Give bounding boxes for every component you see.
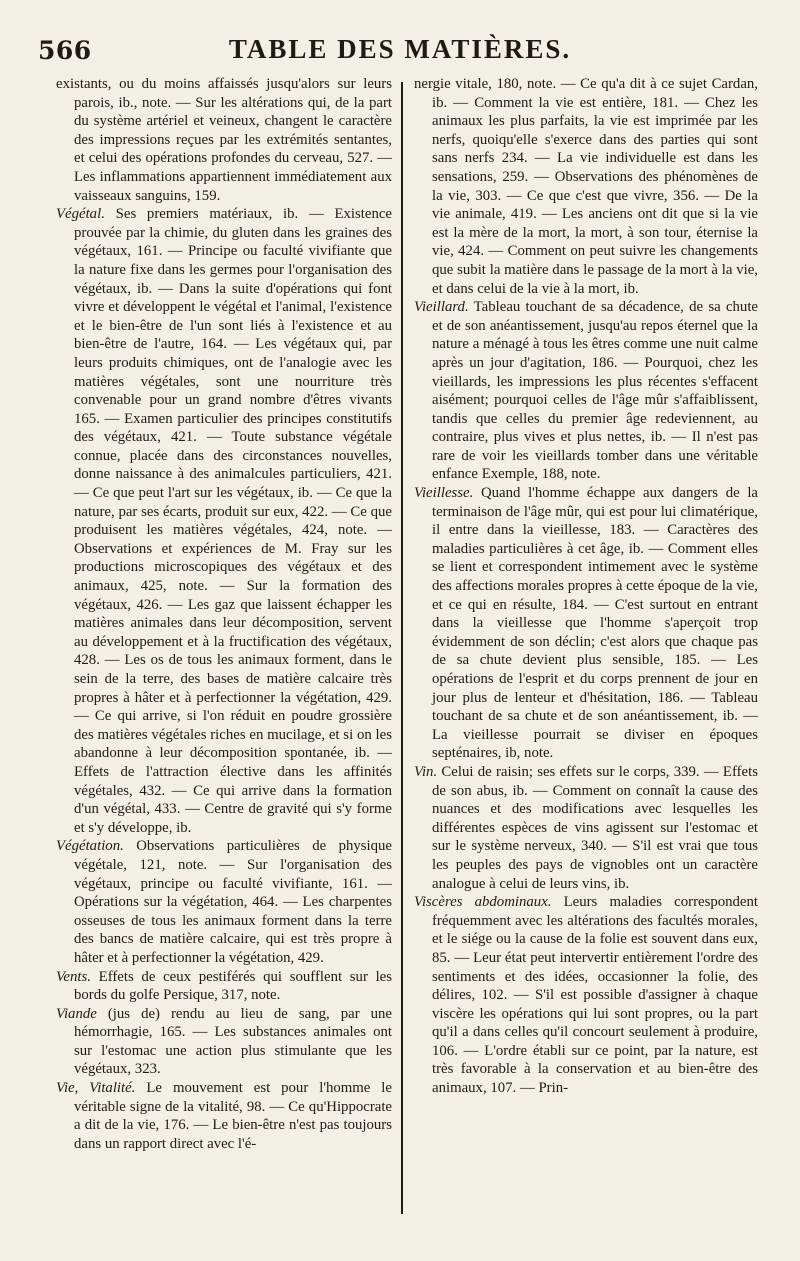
left-column: [56, 75, 392, 1245]
column-divider: [401, 82, 403, 1214]
index-entry: [414, 75, 758, 298]
entry-text: nergie vitale, 180, note. — Ce qu'a dit à ce sujet Cardan, ib. — Comment la vie est entière, 181. — Chez les animaux les plus parfaits, la vie est imprimée par les nerfs, quoiqu'elle s'exerce dans des parties qui sont sans nerfs 234. — La vie individuelle est dans les sensations, 259. — Observations des phénomènes de la vie, 303. — Ce que c'est que vivre, 356. — De la vie animale, 419. — Les anciens ont dit que si la vie est la mère de la mort, la mort, à son tour, éternise la vie, 424. — Comment on peut suivre les changements que subit la matière dans le passage de la mort à la vie, et dans celui de la vie à la mort, ib.: [414, 76, 758, 297]
index-entry: [414, 298, 758, 484]
index-entry: [56, 205, 392, 837]
entry-text: Ses premiers matériaux, ib. — Existence prouvée par la chimie, du gluten dans les graines des végétaux, 161. — Principe ou faculté vivifiante que la nature fixe dans les germes pour l'organisation des végétaux, ib. — Dans la suite d'opérations qui font vivre et développent le végétal et l'animal, l'existence et le bien-être de l'un sont liés à l'existence et au bien-être de l'autre, 164. — Les végétaux qui, par leurs produits chimiques, ont de l'analogie avec les matières végétales, sont une nourriture très convenable pour un grand nombre d'êtres vivants 165. — Examen particulier des principes constitutifs des végétaux, 421. — Toute substance végétale connue, placée dans des circonstances nouvelles, donne naissance à des animalcules particuliers, 421. — Ce que peut l'art sur les végétaux, ib. — Ce que la nature, par ses écarts, produit sur eux, 422. — Ce que produisent les matières végétales, 424, note. — Observations et expériences de M. Fray sur les productions microscopiques des végétaux et des animaux, 425, note. — Sur la formation des végétaux, 426. — Les gaz que laissent échapper les matières animales dans leur décomposition, servent au développement et à la fructification des végétaux, 428. — Les os de tous les animaux forment, dans le sein de la terre, des bases de matière calcaire très propres à hâter et à perfectionner la végétation, 429. — Ce qui arrive, si l'on réduit en poudre grossière des matières végétales riches en mucilage, et si on les abandonne à leur décomposition spontanée, ib. — Effets de l'attraction élective dans les affinités végétales, 432. — Ce qui arrive dans la formation d'un végétal, 433. — Centre de gravité qui s'y forme et s'y développe, ib.: [74, 206, 392, 836]
entry-text: (jus de) rendu au lieu de sang, par une hémorrhagie, 165. — Les substances animales ont sur l'estomac une action plus stimulante que les végétaux, 323.: [74, 1005, 392, 1078]
page-title: TABLE DES MATIÈRES.: [228, 34, 572, 64]
entry-head: Vin.: [414, 763, 438, 780]
entry-head: Vieillesse.: [414, 485, 474, 502]
entry-head: Vie, Vitalité.: [56, 1080, 136, 1097]
entry-text: Effets de ceux pestiférés qui soufflent sur les bords du golfe Persique, 317, note.: [74, 968, 392, 1004]
entry-head: Végétation.: [56, 838, 124, 855]
index-entry: [56, 1079, 392, 1153]
entry-text: Observations particulières de physique végétale, 121, note. — Sur l'organisation des végétaux, principe ou faculté vivifiante, 161. — Opérations sur la végétation, 464. — Les charpentes osseuses de tous les animaux forment dans la terre des bancs de matière calcaire, qui est très propre à hâter et à perfectionner la végétation, 429.: [74, 838, 392, 966]
index-entry: [414, 763, 758, 893]
index-entry: [414, 893, 758, 1098]
entry-head: Viscères abdominaux.: [414, 894, 552, 911]
index-entry: [56, 1005, 392, 1079]
index-entry: [56, 968, 392, 1005]
entry-text: Tableau touchant de sa décadence, de sa chute et de son anéantissement, jusqu'au repos éternel que la nature a ménagé à tous les êtres comme une nuit calme après un jour d'agitation, 186. — Pourquoi, chez les vieillards, les impressions les plus récentes s'effacent aisément; pourquoi celles de l'âge mûr s'affaiblissent, tandis que celles du premier âge redeviennent, au contraire, plus vives et plus nettes, ib. — Il n'est pas rare de voir les vieillards tomber dans une véritable enfance Exemple, 188, note.: [432, 299, 758, 483]
entry-text: Quand l'homme échappe aux dangers de la terminaison de l'âge mûr, qui est pour lui climatérique, il entre dans la vieillesse, 183. — Caractères des maladies particulières à cet âge, ib. — Comment elles se lient et correspondent intimement avec le système des affections morales propres à cette époque de la vie, et ce qui en résulte, 184. — C'est surtout en entrant dans la vieillesse que l'homme s'aperçoit trop évidemment de son déclin; c'est alors que chaque pas de sa chute devient plus sensible, 185. — Les opérations de l'esprit et du corps prennent de jour en jour plus de lenteur et d'hésitation, 186. — Tableau touchant de sa chute et de son anéantissement, ib. — La vieillesse pourrait se diviser en époques septénaires, ib, note.: [432, 485, 758, 762]
entry-head: Vieillard.: [414, 299, 469, 316]
entry-head: Végétal.: [56, 206, 105, 223]
entry-head: Viande: [56, 1005, 97, 1022]
entry-text: Celui de raisin; ses effets sur le corps, 339. — Effets de son abus, ib. — Comment on connaît la cause des nuances et des modifications avec lesquelles les différentes espèces de vins agissent sur l'estomac et sur le système nerveux, 340. — S'il est vrai que tous les peuples des pays de vignobles ont un caractère analogue à celui de leurs vins, ib.: [432, 763, 758, 892]
entry-text: Le mouvement est pour l'homme le véritable signe de la vitalité, 98. — Ce qu'Hippocrate a dit de la vie, 176. — Le bien-être n'est pas toujours dans un rapport direct avec l'é-: [74, 1080, 392, 1152]
entry-text: existants, ou du moins affaissés jusqu'alors sur leurs parois, ib., note. — Sur les altérations qui, de la part du système artériel et veineux, changent le caractère des impressions reçues par les extrémités sentantes, et celui des opérations profondes du cerveau, 527. — Les inflammations appartiennent immédiatement aux vaisseaux sanguins, 159.: [56, 76, 392, 204]
page-number: 566: [38, 36, 92, 65]
entry-text: Leurs maladies correspondent fréquemment avec les altérations des facultés morales, et le siége ou la cause de la folie est souvent dans eux, 85. — Leur état peut intervertir entièrement l'ordre des sentiments et des idées, occasionner la folie, des délires, 102. — S'il est possible d'assigner à chaque viscère les opérations qui lui sont propres, ou la part qu'il a dans celles qu'il concourt seulement à produire, 106. — L'ordre établi sur ce point, par la nature, est très favorable à la conservation et au bien-être des animaux, 107. — Prin-: [432, 894, 758, 1097]
entry-head: Vents.: [56, 968, 91, 985]
index-entry: [56, 837, 392, 967]
index-entry: [414, 484, 758, 763]
index-entry: [56, 75, 392, 205]
right-column: [414, 75, 758, 1245]
